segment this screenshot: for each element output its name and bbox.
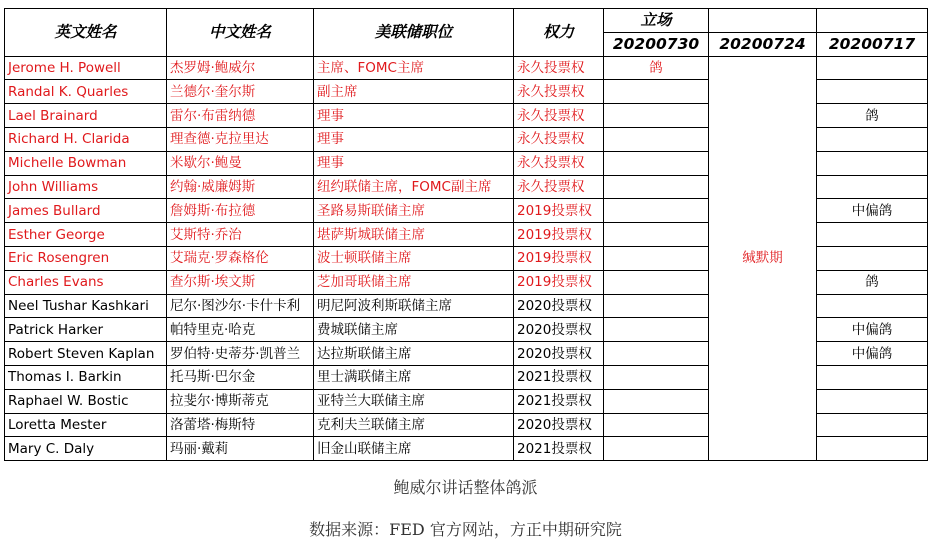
header-position: 美联储职位 [314,9,514,57]
position-cell: 亚特兰大联储主席 [314,389,514,413]
en-name-cell: Michelle Bowman [5,151,167,175]
en-name-cell: Randal K. Quarles [5,80,167,104]
power-cell: 2019投票权 [514,199,604,223]
stance-date1-cell [604,318,709,342]
position-cell: 芝加哥联储主席 [314,270,514,294]
stance-date1-cell [604,389,709,413]
power-cell: 永久投票权 [514,175,604,199]
en-name-cell: Mary C. Daly [5,437,167,461]
power-cell: 2021投票权 [514,389,604,413]
stance-date1-cell [604,270,709,294]
position-cell: 理事 [314,104,514,128]
position-cell: 费城联储主席 [314,318,514,342]
stance-date3-cell [817,365,928,389]
position-cell: 克利夫兰联储主席 [314,413,514,437]
en-name-cell: Neel Tushar Kashkari [5,294,167,318]
stance-date1-cell [604,199,709,223]
power-cell: 2020投票权 [514,318,604,342]
power-cell: 2021投票权 [514,365,604,389]
stance-date3-cell [817,56,928,80]
table-body [5,56,928,461]
en-name-cell: Richard H. Clarida [5,127,167,151]
position-cell: 主席、FOMC主席 [314,56,514,80]
position-cell: 圣路易斯联储主席 [314,199,514,223]
en-name-cell: Eric Rosengren [5,246,167,270]
stance-date1-cell [604,80,709,104]
table-row [5,56,928,80]
cn-name-cell: 杰罗姆·鲍威尔 [167,56,314,80]
position-cell: 副主席 [314,80,514,104]
stance-date3-cell: 中偏鸽 [817,342,928,366]
cn-name-cell: 洛蕾塔·梅斯特 [167,413,314,437]
cn-name-cell: 艾斯特·乔治 [167,223,314,247]
en-name-cell: John Williams [5,175,167,199]
cn-name-cell: 詹姆斯·布拉德 [167,199,314,223]
power-cell: 2020投票权 [514,413,604,437]
position-cell: 理事 [314,151,514,175]
position-cell: 波士顿联储主席 [314,246,514,270]
power-cell: 2021投票权 [514,437,604,461]
en-name-cell: Patrick Harker [5,318,167,342]
stance-date1-cell [604,413,709,437]
stance-date3-cell [817,246,928,270]
stance-date1-cell: 鸽 [604,56,709,80]
power-cell: 永久投票权 [514,56,604,80]
power-cell: 2019投票权 [514,270,604,294]
stance-date1-cell [604,437,709,461]
cn-name-cell: 艾瑞克·罗森格伦 [167,246,314,270]
silent-period-cell: 缄默期 [709,56,817,461]
stance-date1-cell [604,175,709,199]
stance-date1-cell [604,223,709,247]
stance-date3-cell: 中偏鸽 [817,199,928,223]
cn-name-cell: 尼尔·图沙尔·卡什卡利 [167,294,314,318]
cn-name-cell: 玛丽·戴莉 [167,437,314,461]
header-cn-name: 中文姓名 [167,9,314,57]
position-cell: 理事 [314,127,514,151]
stance-date1-cell [604,342,709,366]
en-name-cell: Lael Brainard [5,104,167,128]
stance-date3-cell [817,223,928,247]
header-date-2: 20200724 [709,32,817,56]
power-cell: 2019投票权 [514,246,604,270]
en-name-cell: Loretta Mester [5,413,167,437]
position-cell: 堪萨斯城联储主席 [314,223,514,247]
cn-name-cell: 拉斐尔·博斯蒂克 [167,389,314,413]
cn-name-cell: 帕特里克·哈克 [167,318,314,342]
position-cell: 里士满联储主席 [314,365,514,389]
stance-date3-cell [817,175,928,199]
header-en-name: 英文姓名 [5,9,167,57]
en-name-cell: Charles Evans [5,270,167,294]
header-date-3: 20200717 [817,32,928,56]
en-name-cell: Thomas I. Barkin [5,365,167,389]
power-cell: 永久投票权 [514,104,604,128]
stance-date1-cell [604,151,709,175]
cn-name-cell: 查尔斯·埃文斯 [167,270,314,294]
stance-date3-cell [817,151,928,175]
header-empty-2 [817,9,928,33]
en-name-cell: Esther George [5,223,167,247]
stance-date3-cell [817,294,928,318]
stance-date1-cell [604,127,709,151]
cn-name-cell: 托马斯·巴尔金 [167,365,314,389]
header-date-1: 20200730 [604,32,709,56]
cn-name-cell: 理查德·克拉里达 [167,127,314,151]
position-cell: 达拉斯联储主席 [314,342,514,366]
power-cell: 永久投票权 [514,127,604,151]
power-cell: 2020投票权 [514,294,604,318]
stance-date3-cell [817,437,928,461]
cn-name-cell: 米歇尔·鲍曼 [167,151,314,175]
cn-name-cell: 罗伯特·史蒂芬·凯普兰 [167,342,314,366]
chart-caption: 鲍威尔讲话整体鸽派 [393,478,538,497]
en-name-cell: Raphael W. Bostic [5,389,167,413]
header-stance: 立场 [604,9,709,33]
stance-date1-cell [604,294,709,318]
position-cell: 纽约联储主席，FOMC副主席 [314,175,514,199]
cn-name-cell: 约翰·威廉姆斯 [167,175,314,199]
stance-date3-cell: 鸽 [817,270,928,294]
stance-date3-cell: 中偏鸽 [817,318,928,342]
stance-date1-cell [604,365,709,389]
power-cell: 2020投票权 [514,342,604,366]
stance-date3-cell [817,80,928,104]
en-name-cell: James Bullard [5,199,167,223]
power-cell: 永久投票权 [514,80,604,104]
position-cell: 明尼阿波利斯联储主席 [314,294,514,318]
stance-date3-cell [817,389,928,413]
stance-date3-cell [817,413,928,437]
en-name-cell: Jerome H. Powell [5,56,167,80]
header-power: 权力 [514,9,604,57]
fed-officials-table [4,8,928,461]
stance-date1-cell [604,104,709,128]
stance-date3-cell: 鸽 [817,104,928,128]
header-empty-1 [709,9,817,33]
cn-name-cell: 兰德尔·奎尔斯 [167,80,314,104]
stance-date3-cell [817,127,928,151]
source-note: 数据来源：FED 官方网站，方正中期研究院 [309,520,622,539]
stance-date1-cell [604,246,709,270]
power-cell: 2019投票权 [514,223,604,247]
power-cell: 永久投票权 [514,151,604,175]
en-name-cell: Robert Steven Kaplan [5,342,167,366]
cn-name-cell: 雷尔·布雷纳德 [167,104,314,128]
position-cell: 旧金山联储主席 [314,437,514,461]
